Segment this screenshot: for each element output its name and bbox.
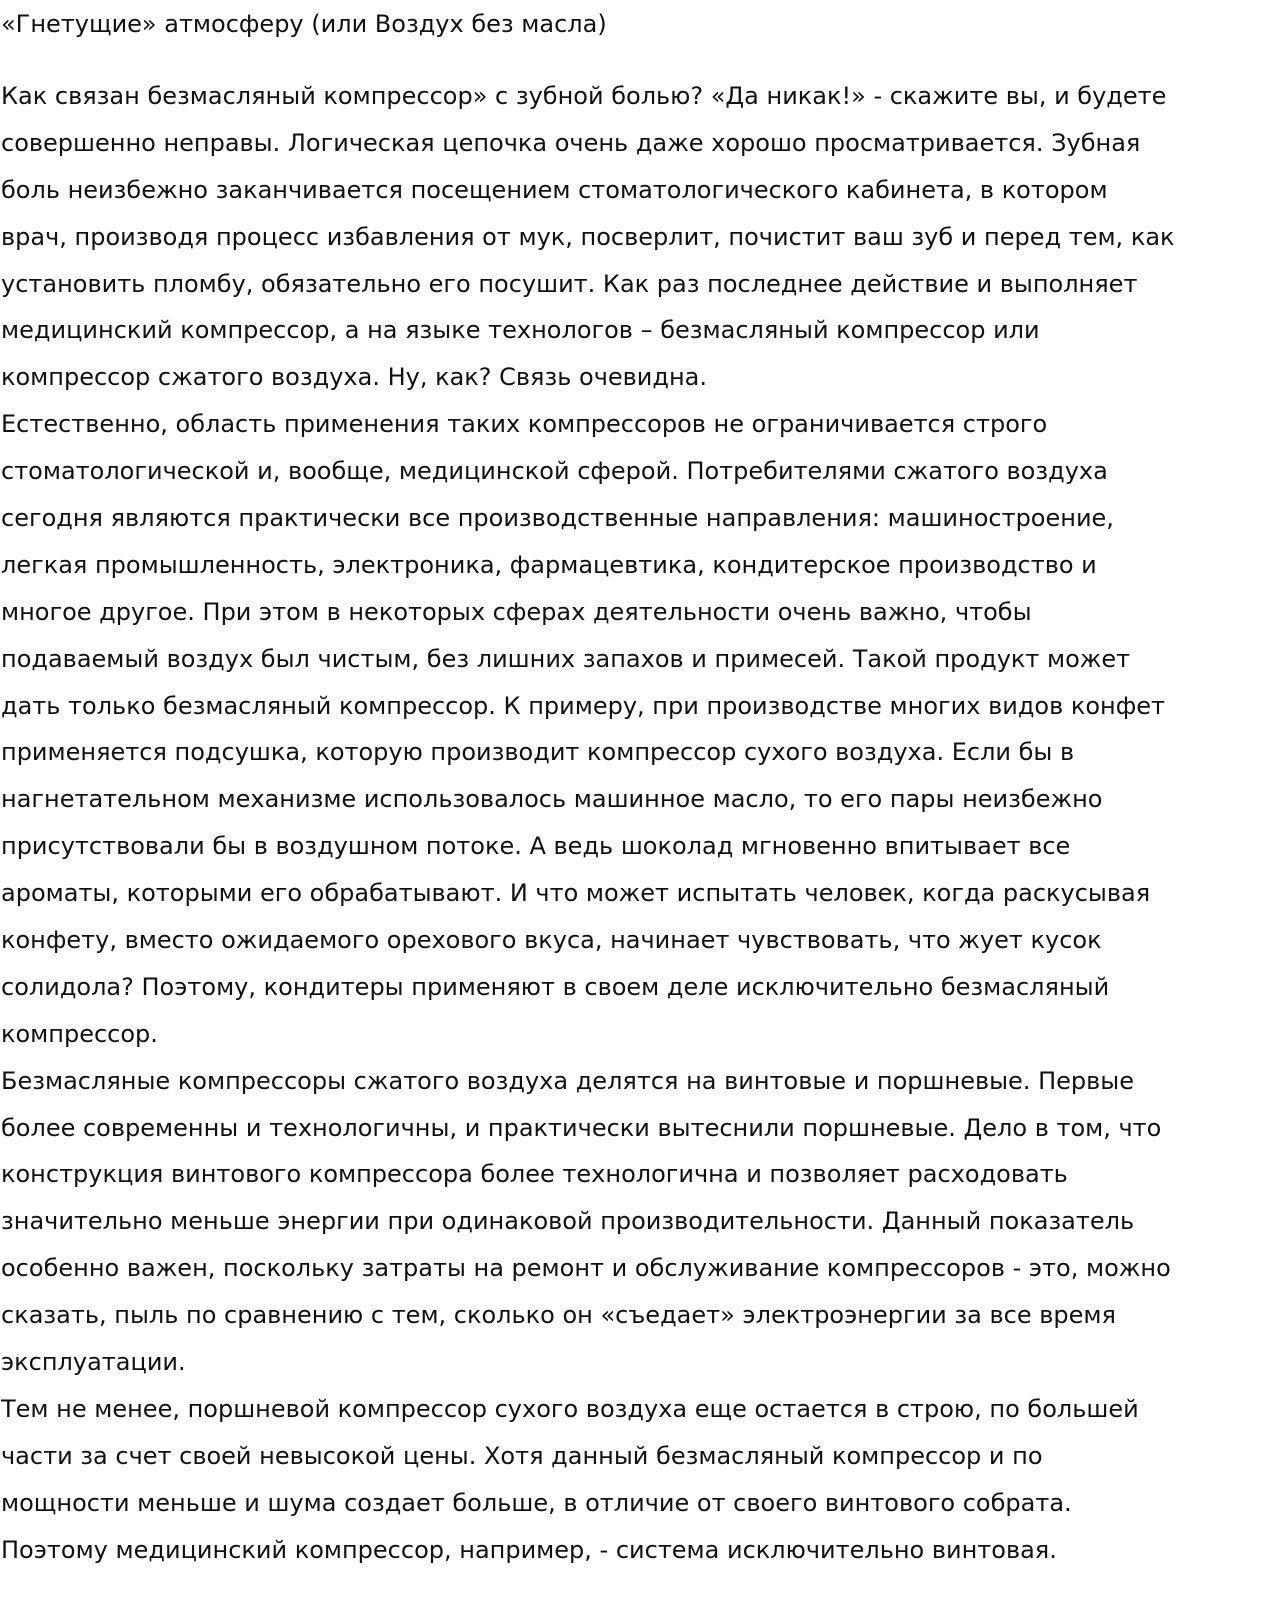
text-line: установить пломбу, обязательно его посушит. Как раз последнее действие и выполняет	[1, 269, 1138, 298]
text-line: компрессор.	[1, 1019, 158, 1048]
text-line: особенно важен, поскольку затраты на ремонт и обслуживание компрессоров - это, можно	[1, 1254, 1171, 1283]
text-line: Поэтому медицинский компрессор, например, - система исключительно винтовая.	[1, 1535, 1057, 1564]
text-line: сказать, пыль по сравнению с тем, сколько он «съедает» электроэнергии за все время	[1, 1301, 1116, 1330]
text-line: совершенно неправы. Логическая цепочка очень даже хорошо просматривается. Зубная	[1, 128, 1141, 157]
text-line: ароматы, которыми его обрабатывают. И что может испытать человек, когда раскусывая	[1, 879, 1151, 908]
text-line: Как связан безмасляный компрессор» с зубной болью? «Да никак!» - скажите вы, и будете	[1, 82, 1167, 110]
document-page	[1, 0, 1263, 1574]
article-body	[1, 73, 1263, 1574]
text-line: конструкция винтового компрессора более технологична и позволяет расходовать	[1, 1160, 1068, 1189]
text-line: сегодня являются практически все производственные направления: машиностроение,	[1, 504, 1114, 533]
text-line: применяется подсушка, которую производит компрессор сухого воздуха. Если бы в	[1, 738, 1075, 767]
text-line: присутствовали бы в воздушном потоке. А ведь шоколад мгновенно впитывает все	[1, 832, 1071, 861]
text-line: многое другое. При этом в некоторых сферах деятельности очень важно, чтобы	[1, 597, 1032, 626]
text-line: части за счет своей невысокой цены. Хотя данный безмасляный компрессор и по	[1, 1441, 1043, 1470]
text-line: Тем не менее, поршневой компрессор сухого воздуха еще остается в строю, по большей	[1, 1394, 1139, 1423]
text-line: эксплуатации.	[1, 1348, 186, 1377]
text-line: Безмасляные компрессоры сжатого воздуха делятся на винтовые и поршневые. Первые	[1, 1066, 1134, 1095]
document-title: «Гнетущие» атмосферу (или Воздух без масла)	[1, 10, 607, 38]
text-line: подаваемый воздух был чистым, без лишних запахов и примесей. Такой продукт может	[1, 644, 1131, 673]
text-line: компрессор сжатого воздуха. Ну, как? Связь очевидна.	[1, 363, 708, 392]
text-line: стоматологической и, вообще, медицинской сферой. Потребителями сжатого воздуха	[1, 457, 1108, 486]
text-line: более современны и технологичны, и практически вытеснили поршневые. Дело в том, что	[1, 1113, 1162, 1142]
text-line: врач, производя процесс избавления от мук, посверлит, почистит ваш зуб и перед тем, как	[1, 222, 1175, 251]
text-line: конфету, вместо ожидаемого орехового вкуса, начинает чувствовать, что жует кусок	[1, 926, 1102, 955]
text-line: значительно меньше энергии при одинаковой производительности. Данный показатель	[1, 1207, 1135, 1236]
text-line: дать только безмасляный компрессор. К примеру, при производстве многих видов конфет	[1, 691, 1165, 720]
text-line: боль неизбежно заканчивается посещением стоматологического кабинета, в котором	[1, 175, 1108, 204]
text-line: нагнетательном механизме использовалось машинное масло, то его пары неизбежно	[1, 785, 1103, 814]
text-line: медицинский компрессор, а на языке технологов – безмасляный компрессор или	[1, 316, 1040, 345]
text-line: Естественно, область применения таких компрессоров не ограничивается строго	[1, 410, 1048, 439]
text-line: легкая промышленность, электроника, фармацевтика, кондитерское производство и	[1, 550, 1097, 579]
text-line: мощности меньше и шума создает больше, в отличие от своего винтового собрата.	[1, 1488, 1072, 1517]
text-line: солидола? Поэтому, кондитеры применяют в своем деле исключительно безмасляный	[1, 972, 1110, 1001]
